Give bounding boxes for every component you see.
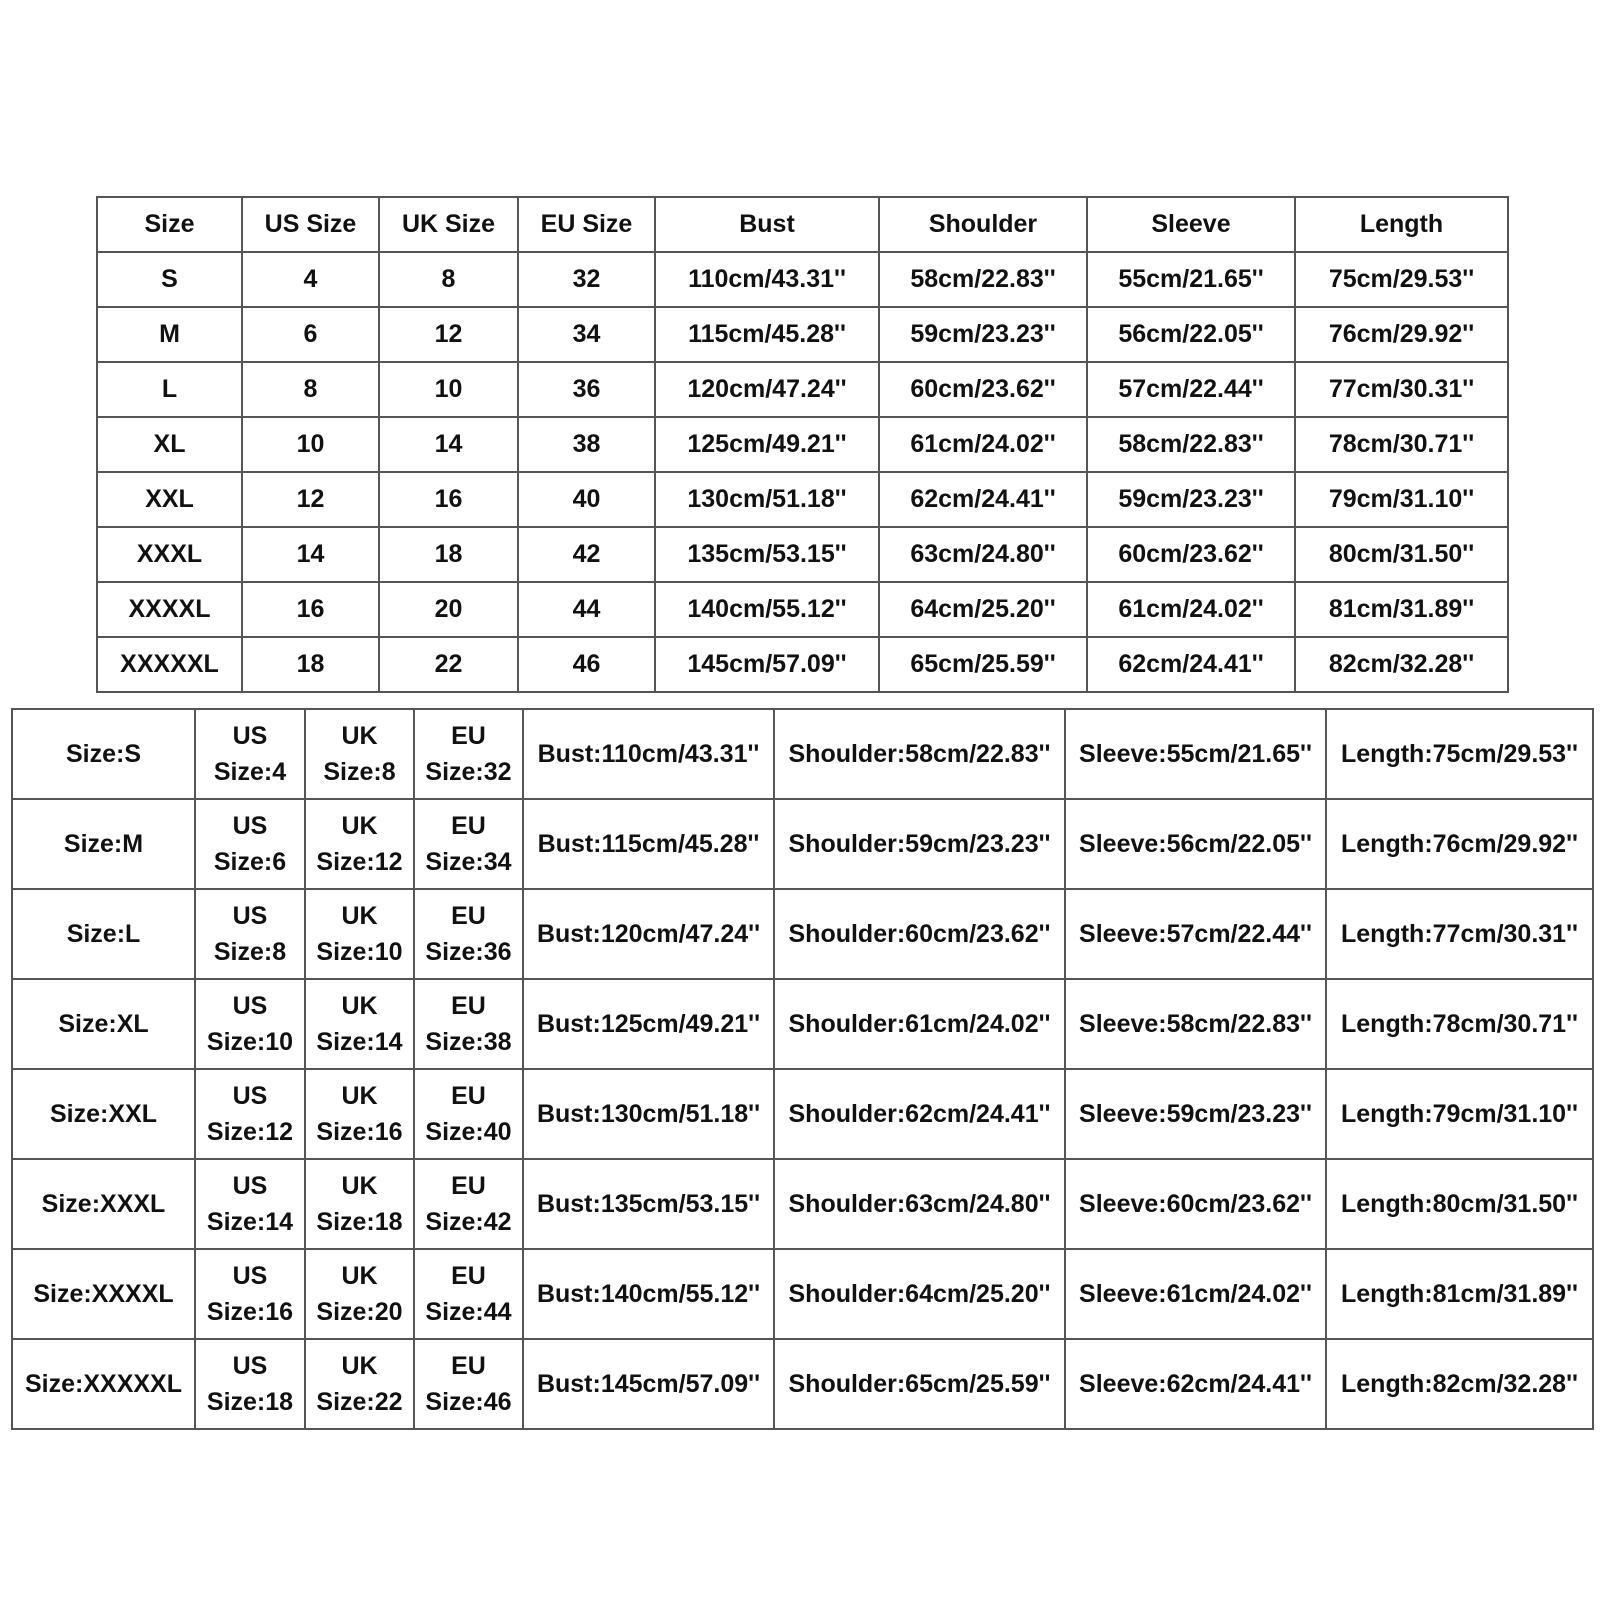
cell-shoulder: 59cm/23.23'': [879, 307, 1087, 362]
cell-us-size-value: Size:4: [213, 758, 287, 786]
cell-uk-size: 8: [379, 252, 518, 307]
cell-eu-size-label: EU: [451, 992, 486, 1020]
cell-shoulder: 65cm/25.59'': [879, 637, 1087, 692]
cell-us-size-label: US: [232, 992, 268, 1020]
cell-length: Length:80cm/31.50'': [1326, 1159, 1593, 1249]
cell-sleeve: Sleeve:58cm/22.83'': [1065, 979, 1326, 1069]
cell-bust: Bust:125cm/49.21'': [523, 979, 774, 1069]
cell-size: Size:XXXL: [12, 1159, 195, 1249]
cell-eu-size: 44: [518, 582, 655, 637]
table-row: [97, 637, 1508, 692]
table-row: [12, 889, 1593, 979]
cell-eu-size: 32: [518, 252, 655, 307]
cell-length: Length:82cm/32.28'': [1326, 1339, 1593, 1429]
cell-us-size-label: US: [232, 812, 268, 840]
cell-uk-size: 20: [379, 582, 518, 637]
cell-uk-size-label: UK: [341, 992, 378, 1020]
table-row: [97, 252, 1508, 307]
cell-eu-size: [414, 1069, 523, 1159]
cell-us-size-label: US: [232, 1082, 268, 1110]
cell-shoulder: 58cm/22.83'': [879, 252, 1087, 307]
cell-eu-size-value: Size:36: [425, 938, 512, 966]
cell-eu-size-label: EU: [451, 1082, 486, 1110]
cell-shoulder: 60cm/23.62'': [879, 362, 1087, 417]
cell-bust: 115cm/45.28'': [655, 307, 879, 362]
cell-us-size: 8: [242, 362, 379, 417]
cell-us-size: 6: [242, 307, 379, 362]
cell-uk-size-label: UK: [341, 1172, 378, 1200]
cell-sleeve: 58cm/22.83'': [1087, 417, 1295, 472]
cell-us-size: 10: [242, 417, 379, 472]
cell-uk-size-value: Size:18: [316, 1208, 403, 1236]
cell-length: 82cm/32.28'': [1295, 637, 1508, 692]
cell-uk-size: [305, 1339, 414, 1429]
cell-uk-size-value: Size:8: [323, 758, 396, 786]
size-detail-table: [11, 708, 1594, 1430]
cell-us-size-label: US: [232, 1352, 268, 1380]
cell-sleeve: Sleeve:57cm/22.44'': [1065, 889, 1326, 979]
cell-eu-size-label: EU: [451, 1262, 486, 1290]
cell-length: Length:75cm/29.53'': [1326, 709, 1593, 799]
cell-bust: Bust:120cm/47.24'': [523, 889, 774, 979]
cell-shoulder: 63cm/24.80'': [879, 527, 1087, 582]
cell-us-size: [195, 799, 305, 889]
cell-shoulder: Shoulder:59cm/23.23'': [774, 799, 1065, 889]
table-row: [12, 1159, 1593, 1249]
cell-size: L: [97, 362, 242, 417]
cell-uk-size-value: Size:12: [316, 848, 403, 876]
cell-bust: 110cm/43.31'': [655, 252, 879, 307]
cell-uk-size: 22: [379, 637, 518, 692]
size-chart-table: [96, 196, 1509, 693]
cell-uk-size: 10: [379, 362, 518, 417]
cell-bust: Bust:110cm/43.31'': [523, 709, 774, 799]
cell-us-size: 4: [242, 252, 379, 307]
cell-us-size: 14: [242, 527, 379, 582]
cell-length: 76cm/29.92'': [1295, 307, 1508, 362]
cell-size: Size:XXL: [12, 1069, 195, 1159]
cell-us-size: 18: [242, 637, 379, 692]
cell-uk-size: 14: [379, 417, 518, 472]
cell-bust: Bust:115cm/45.28'': [523, 799, 774, 889]
cell-length: 81cm/31.89'': [1295, 582, 1508, 637]
cell-eu-size-value: Size:32: [425, 758, 512, 786]
cell-us-size-value: Size:12: [206, 1118, 294, 1146]
cell-size: XXL: [97, 472, 242, 527]
cell-eu-size: [414, 799, 523, 889]
cell-size: M: [97, 307, 242, 362]
cell-uk-size-label: UK: [341, 722, 378, 750]
cell-us-size: [195, 1249, 305, 1339]
table-row: [97, 582, 1508, 637]
cell-uk-size: [305, 889, 414, 979]
cell-uk-size-value: Size:14: [316, 1028, 403, 1056]
cell-eu-size-value: Size:40: [425, 1118, 512, 1146]
cell-shoulder: Shoulder:62cm/24.41'': [774, 1069, 1065, 1159]
cell-eu-size: 46: [518, 637, 655, 692]
cell-sleeve: Sleeve:61cm/24.02'': [1065, 1249, 1326, 1339]
cell-sleeve: 57cm/22.44'': [1087, 362, 1295, 417]
cell-sleeve: 60cm/23.62'': [1087, 527, 1295, 582]
cell-us-size: 16: [242, 582, 379, 637]
header-bust: Bust: [655, 197, 879, 252]
cell-uk-size-value: Size:10: [316, 938, 403, 966]
table-row: [12, 799, 1593, 889]
cell-eu-size: [414, 979, 523, 1069]
cell-size: Size:XL: [12, 979, 195, 1069]
cell-us-size: [195, 1069, 305, 1159]
cell-us-size: [195, 889, 305, 979]
cell-us-size: 12: [242, 472, 379, 527]
cell-uk-size: 16: [379, 472, 518, 527]
table-row: [12, 709, 1593, 799]
cell-bust: Bust:140cm/55.12'': [523, 1249, 774, 1339]
table-row: [12, 1249, 1593, 1339]
cell-size: Size:XXXXXL: [12, 1339, 195, 1429]
cell-eu-size: 34: [518, 307, 655, 362]
cell-bust: 135cm/53.15'': [655, 527, 879, 582]
cell-length: 80cm/31.50'': [1295, 527, 1508, 582]
cell-eu-size: [414, 1159, 523, 1249]
cell-us-size-label: US: [232, 1172, 268, 1200]
cell-length: 78cm/30.71'': [1295, 417, 1508, 472]
cell-uk-size: [305, 1249, 414, 1339]
cell-eu-size-label: EU: [451, 902, 486, 930]
table-row: [97, 362, 1508, 417]
cell-uk-size: [305, 799, 414, 889]
cell-eu-size: [414, 1339, 523, 1429]
cell-uk-size-value: Size:22: [316, 1388, 403, 1416]
cell-us-size-value: Size:18: [206, 1388, 294, 1416]
cell-sleeve: Sleeve:56cm/22.05'': [1065, 799, 1326, 889]
table-row: [97, 527, 1508, 582]
table-row: [12, 1069, 1593, 1159]
cell-shoulder: Shoulder:64cm/25.20'': [774, 1249, 1065, 1339]
cell-sleeve: Sleeve:62cm/24.41'': [1065, 1339, 1326, 1429]
header-uk-size: UK Size: [379, 197, 518, 252]
size-detail-body: [12, 709, 1593, 1429]
cell-sleeve: 56cm/22.05'': [1087, 307, 1295, 362]
cell-length: Length:77cm/30.31'': [1326, 889, 1593, 979]
cell-size: Size:XXXXL: [12, 1249, 195, 1339]
cell-uk-size-label: UK: [341, 902, 378, 930]
cell-bust: 145cm/57.09'': [655, 637, 879, 692]
cell-eu-size: [414, 889, 523, 979]
cell-us-size: [195, 1159, 305, 1249]
cell-eu-size-label: EU: [451, 722, 486, 750]
cell-shoulder: Shoulder:65cm/25.59'': [774, 1339, 1065, 1429]
cell-bust: Bust:135cm/53.15'': [523, 1159, 774, 1249]
cell-size: XXXL: [97, 527, 242, 582]
cell-size: Size:S: [12, 709, 195, 799]
cell-length: Length:78cm/30.71'': [1326, 979, 1593, 1069]
cell-uk-size-label: UK: [341, 1082, 378, 1110]
cell-bust: 120cm/47.24'': [655, 362, 879, 417]
cell-eu-size-label: EU: [451, 812, 486, 840]
table-row: [12, 1339, 1593, 1429]
cell-bust: Bust:145cm/57.09'': [523, 1339, 774, 1429]
table-row: [97, 472, 1508, 527]
header-us-size: US Size: [242, 197, 379, 252]
cell-eu-size: 38: [518, 417, 655, 472]
cell-shoulder: Shoulder:61cm/24.02'': [774, 979, 1065, 1069]
header-shoulder: Shoulder: [879, 197, 1087, 252]
cell-sleeve: Sleeve:55cm/21.65'': [1065, 709, 1326, 799]
cell-size: XXXXXL: [97, 637, 242, 692]
cell-sleeve: Sleeve:59cm/23.23'': [1065, 1069, 1326, 1159]
cell-uk-size-value: Size:16: [316, 1118, 403, 1146]
cell-shoulder: 61cm/24.02'': [879, 417, 1087, 472]
cell-uk-size: 18: [379, 527, 518, 582]
cell-us-size: [195, 979, 305, 1069]
header-length: Length: [1295, 197, 1508, 252]
table-row: [97, 307, 1508, 362]
cell-bust: 125cm/49.21'': [655, 417, 879, 472]
cell-eu-size-label: EU: [451, 1352, 486, 1380]
cell-eu-size: 36: [518, 362, 655, 417]
cell-bust: 130cm/51.18'': [655, 472, 879, 527]
cell-shoulder: Shoulder:63cm/24.80'': [774, 1159, 1065, 1249]
cell-uk-size: [305, 1069, 414, 1159]
cell-us-size-label: US: [232, 1262, 268, 1290]
cell-eu-size: [414, 1249, 523, 1339]
cell-size: Size:L: [12, 889, 195, 979]
cell-shoulder: Shoulder:58cm/22.83'': [774, 709, 1065, 799]
cell-length: 75cm/29.53'': [1295, 252, 1508, 307]
cell-uk-size-label: UK: [341, 1352, 378, 1380]
cell-size: XXXXL: [97, 582, 242, 637]
cell-sleeve: 61cm/24.02'': [1087, 582, 1295, 637]
cell-length: 79cm/31.10'': [1295, 472, 1508, 527]
cell-sleeve: Sleeve:60cm/23.62'': [1065, 1159, 1326, 1249]
table-header-row: [97, 197, 1508, 252]
cell-uk-size: 12: [379, 307, 518, 362]
cell-eu-size-value: Size:46: [425, 1388, 512, 1416]
cell-uk-size: [305, 709, 414, 799]
cell-us-size-value: Size:6: [213, 848, 287, 876]
header-size: Size: [97, 197, 242, 252]
table-row: [12, 979, 1593, 1069]
cell-us-size-value: Size:10: [206, 1028, 294, 1056]
cell-shoulder: Shoulder:60cm/23.62'': [774, 889, 1065, 979]
cell-size: Size:M: [12, 799, 195, 889]
cell-uk-size: [305, 979, 414, 1069]
cell-us-size: [195, 709, 305, 799]
cell-length: Length:81cm/31.89'': [1326, 1249, 1593, 1339]
cell-length: Length:79cm/31.10'': [1326, 1069, 1593, 1159]
cell-bust: 140cm/55.12'': [655, 582, 879, 637]
cell-uk-size-label: UK: [341, 1262, 378, 1290]
cell-eu-size-value: Size:44: [425, 1298, 512, 1326]
cell-bust: Bust:130cm/51.18'': [523, 1069, 774, 1159]
cell-eu-size-value: Size:34: [425, 848, 512, 876]
cell-eu-size: 40: [518, 472, 655, 527]
cell-length: Length:76cm/29.92'': [1326, 799, 1593, 889]
cell-eu-size-label: EU: [451, 1172, 486, 1200]
cell-length: 77cm/30.31'': [1295, 362, 1508, 417]
size-chart-body: [97, 252, 1508, 692]
cell-sleeve: 62cm/24.41'': [1087, 637, 1295, 692]
cell-eu-size-value: Size:42: [425, 1208, 512, 1236]
cell-uk-size-value: Size:20: [316, 1298, 403, 1326]
cell-eu-size: 42: [518, 527, 655, 582]
cell-size: S: [97, 252, 242, 307]
cell-sleeve: 59cm/23.23'': [1087, 472, 1295, 527]
cell-uk-size-label: UK: [341, 812, 378, 840]
cell-uk-size: [305, 1159, 414, 1249]
cell-us-size-value: Size:8: [213, 938, 287, 966]
header-eu-size: EU Size: [518, 197, 655, 252]
cell-size: XL: [97, 417, 242, 472]
cell-us-size-value: Size:16: [206, 1298, 294, 1326]
cell-shoulder: 62cm/24.41'': [879, 472, 1087, 527]
cell-us-size-value: Size:14: [206, 1208, 294, 1236]
cell-us-size-label: US: [232, 902, 268, 930]
cell-eu-size: [414, 709, 523, 799]
header-sleeve: Sleeve: [1087, 197, 1295, 252]
cell-us-size-label: US: [232, 722, 268, 750]
cell-eu-size-value: Size:38: [425, 1028, 512, 1056]
cell-shoulder: 64cm/25.20'': [879, 582, 1087, 637]
table-row: [97, 417, 1508, 472]
cell-sleeve: 55cm/21.65'': [1087, 252, 1295, 307]
cell-us-size: [195, 1339, 305, 1429]
